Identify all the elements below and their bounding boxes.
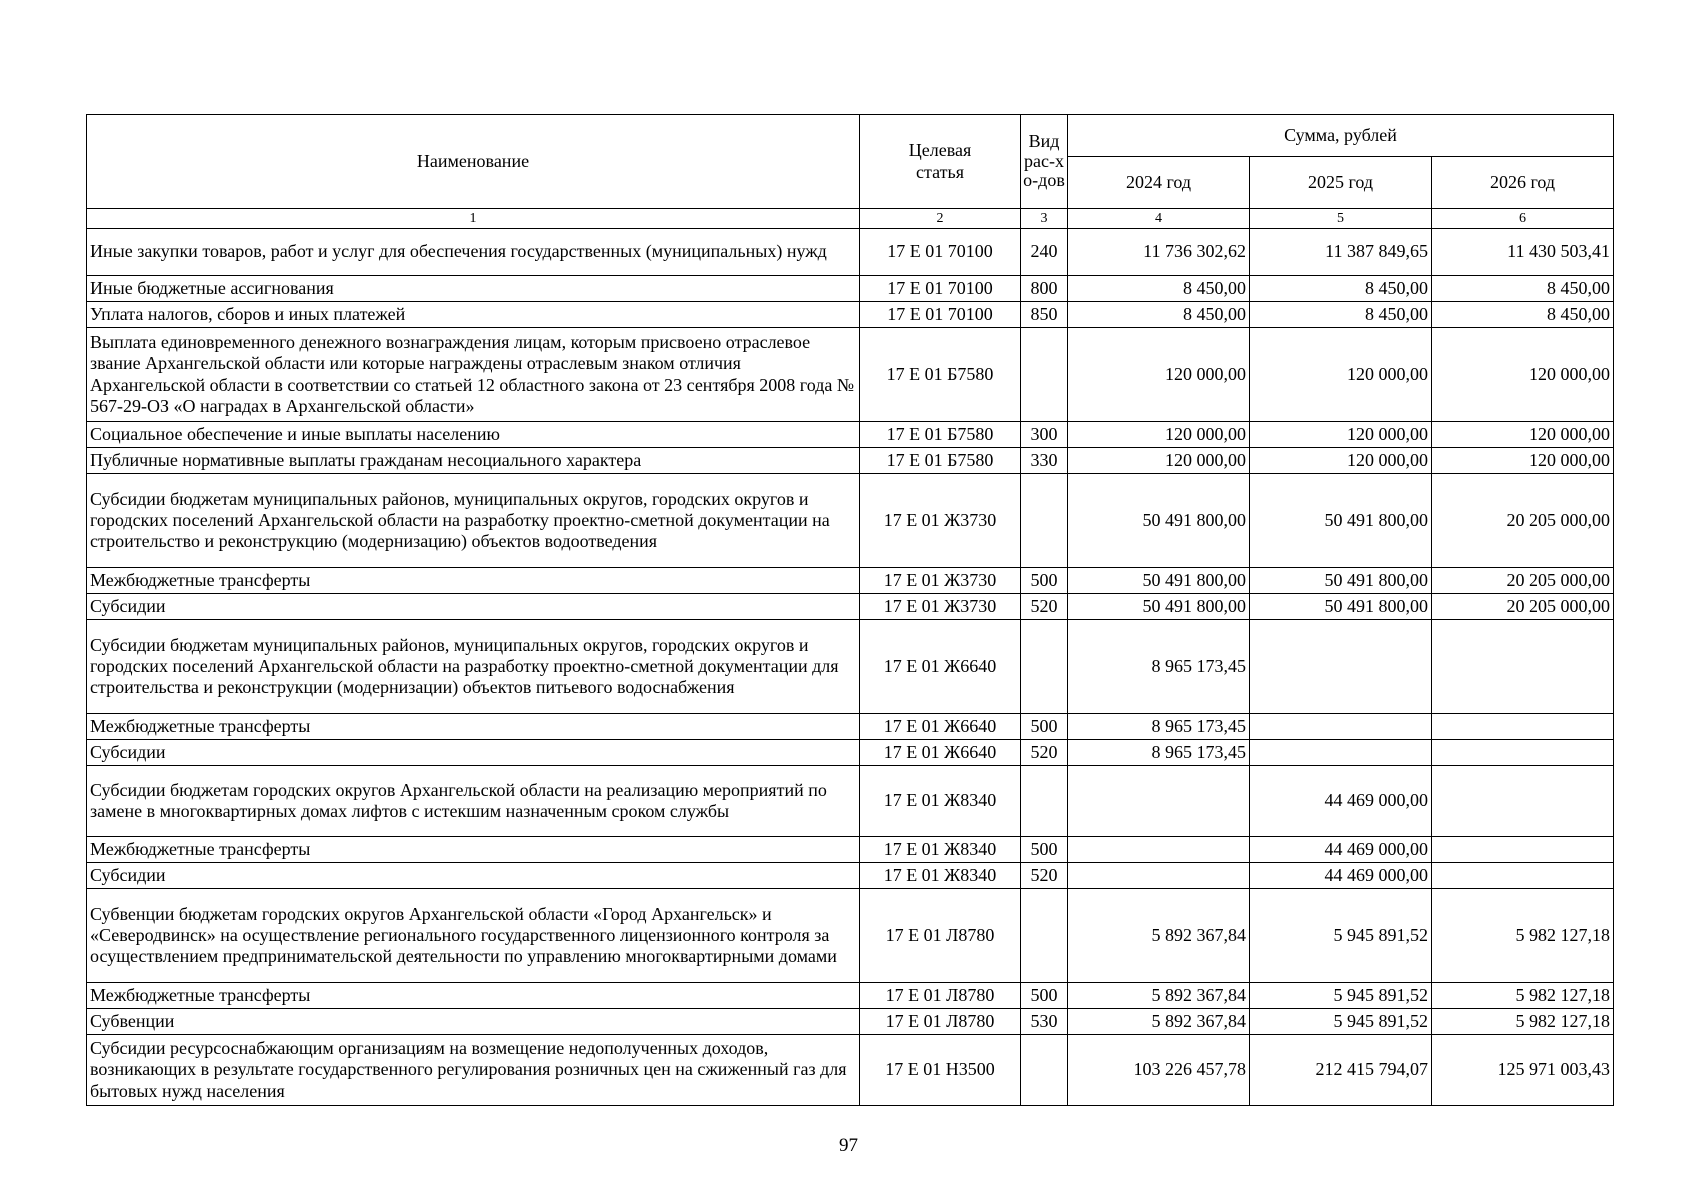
row-amount-2026: 125 971 003,43	[1432, 1035, 1614, 1106]
header-expense-type: Вид рас-хо-дов	[1021, 115, 1068, 209]
row-expense-type: 240	[1021, 229, 1068, 276]
column-number: 5	[1250, 209, 1432, 229]
row-amount-2026	[1432, 837, 1614, 863]
row-expense-type: 500	[1021, 568, 1068, 594]
row-name: Уплата налогов, сборов и иных платежей	[87, 302, 860, 328]
row-amount-2026: 5 982 127,18	[1432, 889, 1614, 983]
row-name: Социальное обеспечение и иные выплаты населению	[87, 422, 860, 448]
table-row	[87, 568, 1614, 594]
row-amount-2026: 5 982 127,18	[1432, 983, 1614, 1009]
row-amount-2024: 8 965 173,45	[1068, 620, 1250, 714]
row-amount-2024: 120 000,00	[1068, 448, 1250, 474]
row-name: Субсидии	[87, 594, 860, 620]
row-target-article: 17 Е 01 Н3500	[860, 1035, 1021, 1106]
header-amount: Сумма, рублей	[1068, 115, 1614, 157]
table-row	[87, 422, 1614, 448]
row-target-article: 17 Е 01 Л8780	[860, 889, 1021, 983]
row-amount-2026	[1432, 863, 1614, 889]
row-amount-2025: 212 415 794,07	[1250, 1035, 1432, 1106]
row-target-article: 17 Е 01 Ж3730	[860, 474, 1021, 568]
row-amount-2025: 5 945 891,52	[1250, 1009, 1432, 1035]
row-name: Субсидии бюджетам муниципальных районов, муниципальных округов, городских округов и городских поселений Архангельской области на разработку проектно-сметной документации для строительства и реконструкции (модернизации) объектов питьевого водоснабжения	[87, 620, 860, 714]
row-amount-2024	[1068, 766, 1250, 837]
row-target-article: 17 Е 01 Л8780	[860, 1009, 1021, 1035]
row-expense-type	[1021, 889, 1068, 983]
row-amount-2025: 50 491 800,00	[1250, 474, 1432, 568]
row-expense-type	[1021, 474, 1068, 568]
row-target-article: 17 Е 01 Б7580	[860, 328, 1021, 422]
row-expense-type	[1021, 1035, 1068, 1106]
column-number: 2	[860, 209, 1021, 229]
row-name: Иные закупки товаров, работ и услуг для обеспечения государственных (муниципальных) нужд	[87, 229, 860, 276]
row-expense-type: 520	[1021, 740, 1068, 766]
row-name: Субвенции бюджетам городских округов Архангельской области «Город Архангельск» и «Северодвинск» на осуществление регионального государственного лицензионного контроля за осуществлением предпринимательской деятельности по управлению многоквартирными домами	[87, 889, 860, 983]
row-amount-2026: 120 000,00	[1432, 448, 1614, 474]
table-row	[87, 302, 1614, 328]
table-row	[87, 983, 1614, 1009]
header-year-2024: 2024 год	[1068, 157, 1250, 209]
row-amount-2026	[1432, 766, 1614, 837]
row-amount-2026: 120 000,00	[1432, 422, 1614, 448]
row-amount-2026: 120 000,00	[1432, 328, 1614, 422]
table-row	[87, 837, 1614, 863]
row-expense-type: 850	[1021, 302, 1068, 328]
row-amount-2026: 8 450,00	[1432, 276, 1614, 302]
row-expense-type	[1021, 620, 1068, 714]
row-amount-2026	[1432, 620, 1614, 714]
row-name: Межбюджетные трансферты	[87, 568, 860, 594]
table-row	[87, 1035, 1614, 1106]
row-amount-2025: 8 450,00	[1250, 302, 1432, 328]
row-amount-2026: 20 205 000,00	[1432, 568, 1614, 594]
row-name: Межбюджетные трансферты	[87, 837, 860, 863]
row-expense-type: 500	[1021, 837, 1068, 863]
row-amount-2025: 5 945 891,52	[1250, 889, 1432, 983]
row-expense-type: 530	[1021, 1009, 1068, 1035]
row-amount-2024: 11 736 302,62	[1068, 229, 1250, 276]
row-amount-2025	[1250, 740, 1432, 766]
row-expense-type: 800	[1021, 276, 1068, 302]
row-amount-2026: 5 982 127,18	[1432, 1009, 1614, 1035]
column-number: 4	[1068, 209, 1250, 229]
row-amount-2025: 50 491 800,00	[1250, 594, 1432, 620]
row-name: Субсидии ресурсоснабжающим организациям на возмещение недополученных доходов, возникающих в результате государственного регулирования розничных цен на сжиженный газ для бытовых нужд населения	[87, 1035, 860, 1106]
table-header	[87, 115, 1614, 229]
row-amount-2025: 44 469 000,00	[1250, 863, 1432, 889]
row-amount-2026	[1432, 740, 1614, 766]
row-amount-2025: 44 469 000,00	[1250, 766, 1432, 837]
row-expense-type: 520	[1021, 594, 1068, 620]
row-amount-2024: 50 491 800,00	[1068, 568, 1250, 594]
table-row	[87, 714, 1614, 740]
row-amount-2024: 103 226 457,78	[1068, 1035, 1250, 1106]
table-row	[87, 863, 1614, 889]
row-name: Иные бюджетные ассигнования	[87, 276, 860, 302]
row-target-article: 17 Е 01 Ж8340	[860, 837, 1021, 863]
row-expense-type: 520	[1021, 863, 1068, 889]
page-number: 97	[839, 1135, 858, 1156]
row-target-article: 17 Е 01 Ж3730	[860, 568, 1021, 594]
header-name: Наименование	[87, 115, 860, 209]
table-row	[87, 276, 1614, 302]
row-amount-2025: 44 469 000,00	[1250, 837, 1432, 863]
row-target-article: 17 Е 01 Б7580	[860, 422, 1021, 448]
column-number-row	[87, 209, 1614, 229]
table-row	[87, 740, 1614, 766]
budget-table	[86, 114, 1614, 1106]
row-amount-2026: 20 205 000,00	[1432, 474, 1614, 568]
row-target-article: 17 Е 01 70100	[860, 229, 1021, 276]
row-amount-2024	[1068, 863, 1250, 889]
table-row	[87, 229, 1614, 276]
row-amount-2026: 8 450,00	[1432, 302, 1614, 328]
row-amount-2024: 8 965 173,45	[1068, 714, 1250, 740]
row-amount-2025: 120 000,00	[1250, 328, 1432, 422]
row-name: Субсидии	[87, 863, 860, 889]
row-name: Субвенции	[87, 1009, 860, 1035]
row-amount-2024: 50 491 800,00	[1068, 474, 1250, 568]
row-expense-type	[1021, 766, 1068, 837]
row-amount-2024: 8 450,00	[1068, 276, 1250, 302]
row-amount-2024	[1068, 837, 1250, 863]
row-target-article: 17 Е 01 Ж6640	[860, 620, 1021, 714]
row-amount-2025: 5 945 891,52	[1250, 983, 1432, 1009]
header-target-article: Целевая статья	[860, 115, 1021, 209]
row-target-article: 17 Е 01 Ж8340	[860, 766, 1021, 837]
row-target-article: 17 Е 01 Л8780	[860, 983, 1021, 1009]
table-row	[87, 328, 1614, 422]
table-row	[87, 474, 1614, 568]
row-amount-2025: 8 450,00	[1250, 276, 1432, 302]
row-target-article: 17 Е 01 Ж6640	[860, 740, 1021, 766]
row-expense-type	[1021, 328, 1068, 422]
row-name: Межбюджетные трансферты	[87, 714, 860, 740]
table-row	[87, 889, 1614, 983]
row-amount-2026: 20 205 000,00	[1432, 594, 1614, 620]
table-body	[87, 229, 1614, 1106]
row-amount-2025: 11 387 849,65	[1250, 229, 1432, 276]
row-expense-type: 300	[1021, 422, 1068, 448]
row-amount-2024: 120 000,00	[1068, 422, 1250, 448]
row-amount-2024: 5 892 367,84	[1068, 983, 1250, 1009]
table-row	[87, 766, 1614, 837]
row-amount-2024: 5 892 367,84	[1068, 889, 1250, 983]
row-target-article: 17 Е 01 70100	[860, 302, 1021, 328]
row-target-article: 17 Е 01 70100	[860, 276, 1021, 302]
row-target-article: 17 Е 01 Б7580	[860, 448, 1021, 474]
table-row	[87, 620, 1614, 714]
row-expense-type: 330	[1021, 448, 1068, 474]
row-target-article: 17 Е 01 Ж8340	[860, 863, 1021, 889]
column-number: 6	[1432, 209, 1614, 229]
row-amount-2024: 120 000,00	[1068, 328, 1250, 422]
column-number: 3	[1021, 209, 1068, 229]
header-year-2026: 2026 год	[1432, 157, 1614, 209]
row-amount-2025: 120 000,00	[1250, 448, 1432, 474]
row-name: Выплата единовременного денежного вознаграждения лицам, которым присвоено отраслевое звание Архангельской области или которые награждены отраслевым знаком отличия Архангельской области в соответствии со статьей 12 областного закона от 23 сентября 2008 года № 567-29-ОЗ «О наградах в Архангельской области»	[87, 328, 860, 422]
row-name: Субсидии бюджетам городских округов Архангельской области на реализацию мероприятий по замене в многоквартирных домах лифтов с истекшим назначенным сроком службы	[87, 766, 860, 837]
row-amount-2025	[1250, 620, 1432, 714]
row-name: Публичные нормативные выплаты гражданам несоциального характера	[87, 448, 860, 474]
table-row	[87, 594, 1614, 620]
row-name: Межбюджетные трансферты	[87, 983, 860, 1009]
row-amount-2024: 50 491 800,00	[1068, 594, 1250, 620]
row-amount-2025: 50 491 800,00	[1250, 568, 1432, 594]
table-row	[87, 448, 1614, 474]
row-target-article: 17 Е 01 Ж3730	[860, 594, 1021, 620]
row-expense-type: 500	[1021, 714, 1068, 740]
row-amount-2024: 5 892 367,84	[1068, 1009, 1250, 1035]
row-name: Субсидии	[87, 740, 860, 766]
row-expense-type: 500	[1021, 983, 1068, 1009]
row-amount-2026	[1432, 714, 1614, 740]
row-amount-2024: 8 450,00	[1068, 302, 1250, 328]
row-amount-2025	[1250, 714, 1432, 740]
row-target-article: 17 Е 01 Ж6640	[860, 714, 1021, 740]
row-amount-2025: 120 000,00	[1250, 422, 1432, 448]
column-number: 1	[87, 209, 860, 229]
table-row	[87, 1009, 1614, 1035]
header-year-2025: 2025 год	[1250, 157, 1432, 209]
row-amount-2026: 11 430 503,41	[1432, 229, 1614, 276]
row-amount-2024: 8 965 173,45	[1068, 740, 1250, 766]
row-name: Субсидии бюджетам муниципальных районов, муниципальных округов, городских округов и городских поселений Архангельской области на разработку проектно-сметной документации на строительство и реконструкцию (модернизацию) объектов водоотведения	[87, 474, 860, 568]
